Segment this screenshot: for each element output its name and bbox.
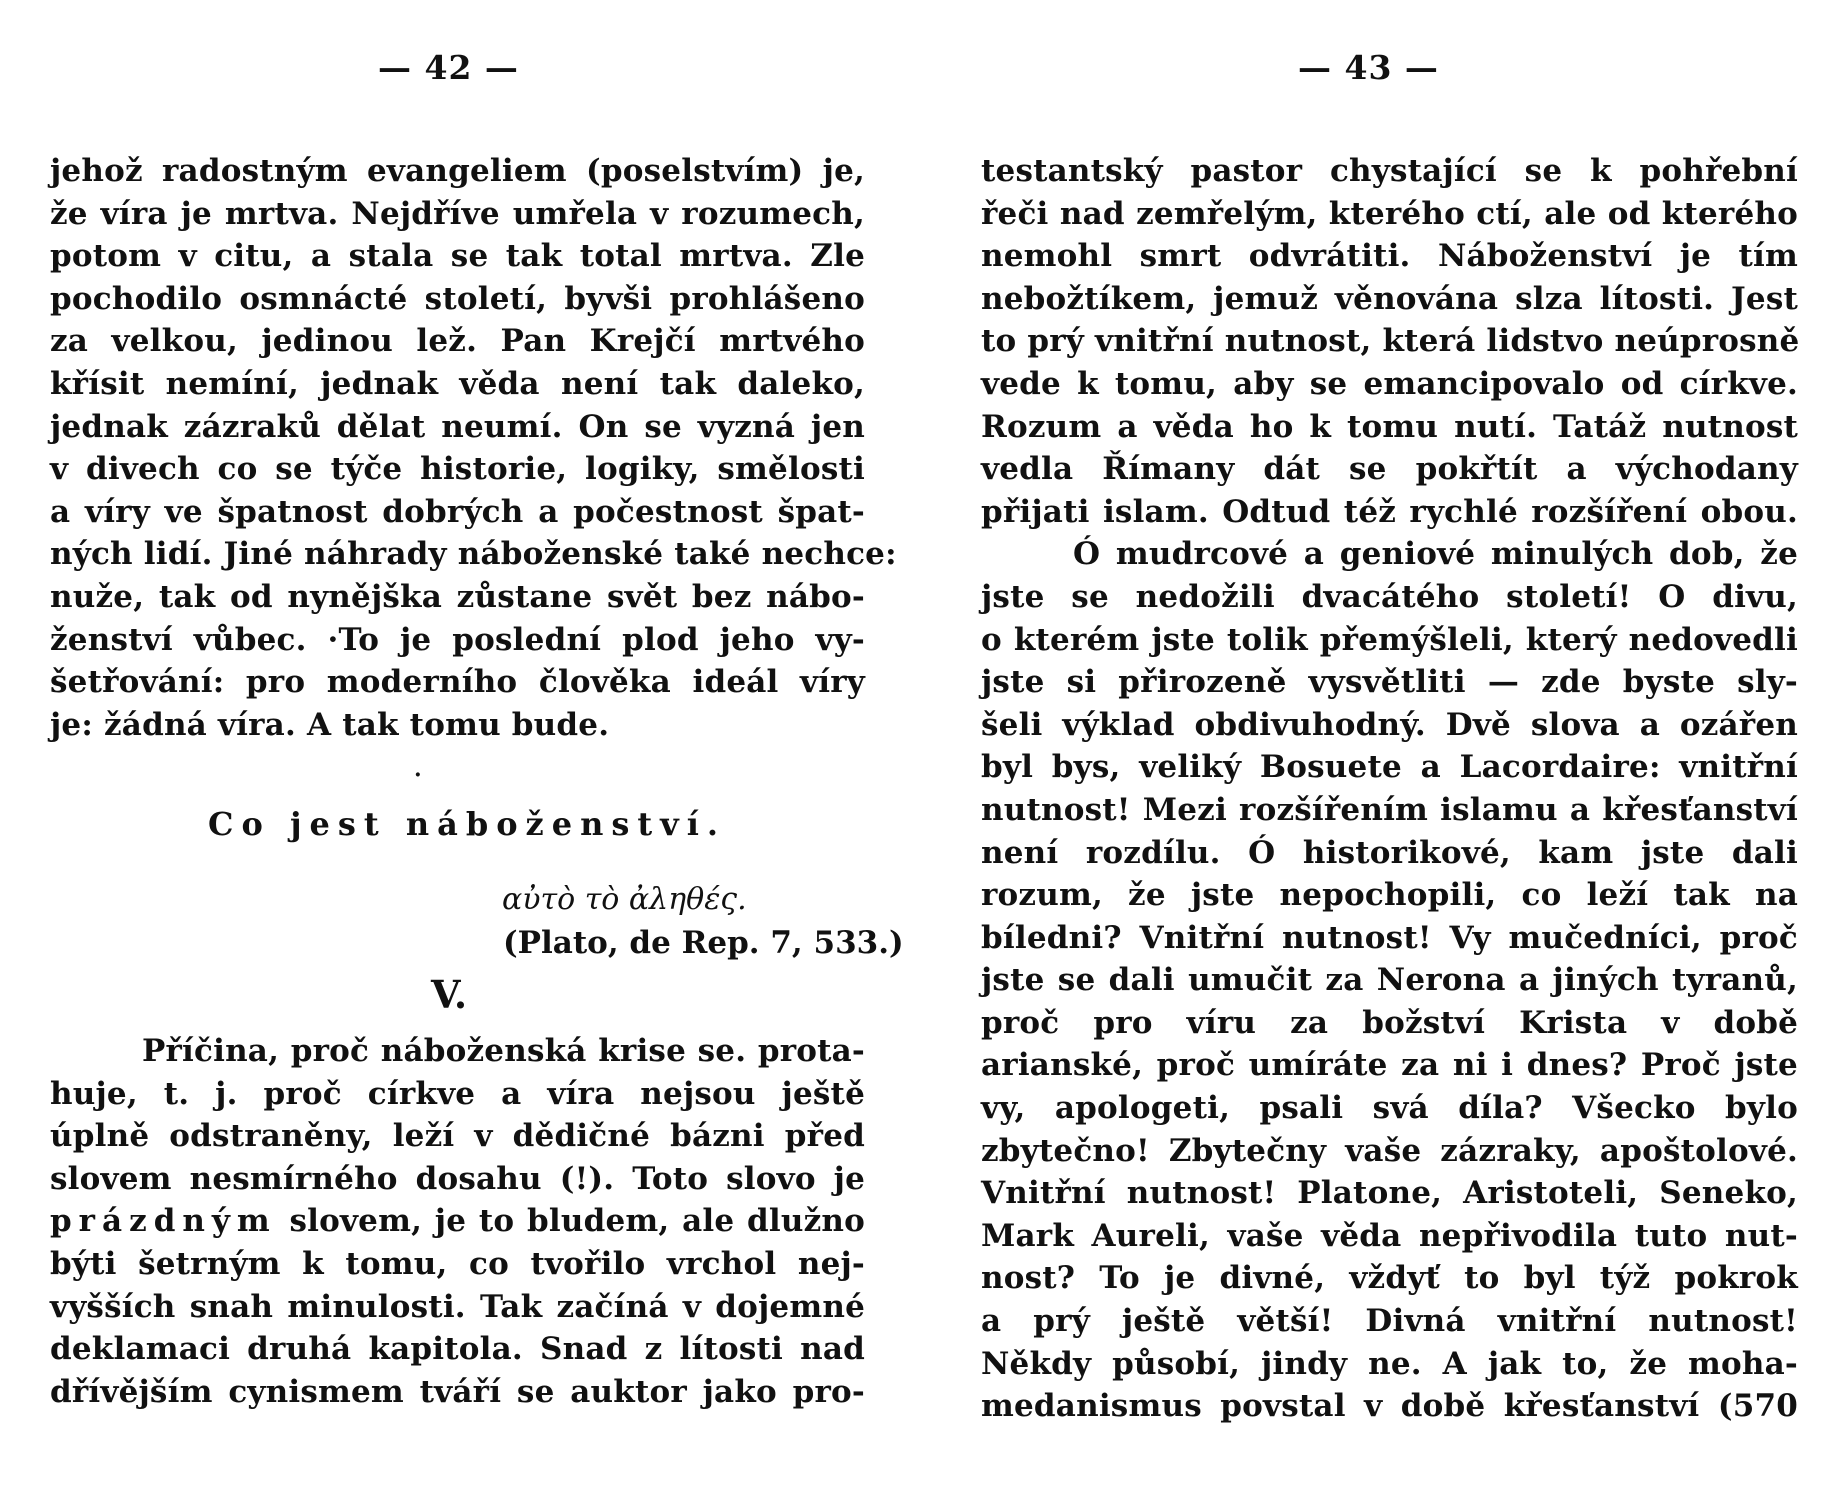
text-line: jste se dali umučit za Nerona a jiných tyranů, (981, 962, 1798, 999)
page-number-left: — 42 — (378, 48, 519, 87)
text-line: slovem nesmírného dosahu (!). Toto slovo je (50, 1160, 865, 1197)
text-line: rozum, že jste nepochopili, co leží tak na (981, 877, 1798, 914)
text-line: o kterém jste tolik přemýšleli, který nedovedli (981, 621, 1798, 658)
text-line: nuže, tak od nynějška zůstane svět bez nábo- (50, 578, 865, 615)
right-page (918, 0, 1836, 1500)
text-line: bíledni? Vnitřní nutnost! Vy mučedníci, proč (981, 919, 1798, 956)
text-line: Ó mudrcové a geniové minulých dob, že (1073, 536, 1798, 573)
text-line: dřívějším cynismem tváří se auktor jako pro- (50, 1373, 865, 1410)
motto-citation: (Plato, de Rep. 7, 533.) (503, 925, 904, 961)
text-line: řeči nad zemřelým, kterého ctí, ale od kterého (981, 195, 1798, 232)
text-line: jednak zázraků dělat neumí. On se vyzná jen (50, 408, 865, 445)
page-number-right: — 43 — (1298, 48, 1439, 87)
text-line (50, 1200, 865, 1243)
text-line: testantský pastor chystající se k pohřební (981, 153, 1798, 189)
text-line: nebožtíkem, jemuž věnována slza lítosti. Jest (981, 280, 1798, 317)
text-line: byl bys, veliký Bosuete a Lacordaire: vnitřní (981, 749, 1798, 786)
text-line: nutnost! Mezi rozšířením islamu a křesťanství (981, 791, 1798, 828)
text-line: to prý vnitřní nutnost, která lidstvo neúprosně (981, 323, 1800, 360)
text-line: a víry ve špatnost dobrých a počestnost špat- (50, 493, 865, 530)
text-line: pochodilo osmnácté století, byvši prohlášeno (50, 280, 865, 317)
text-line: nemohl smrt odvrátiti. Náboženství je tím (981, 238, 1798, 275)
text-line: deklamaci druhá kapitola. Snad z lítosti nad (50, 1331, 865, 1368)
text-line: Rozum a věda ho k tomu nutí. Tatáž nutnost (981, 408, 1798, 445)
line-rest: slovem, je to bludem, ale dlužno (276, 1203, 865, 1240)
text-line: vede k tomu, aby se emancipovalo od církve. (981, 365, 1798, 402)
text-line: vy, apologeti, psali svá díla? Všecko bylo (981, 1090, 1798, 1127)
text-line: přijati islam. Odtud též rychlé rozšíření obou. (981, 493, 1798, 530)
text-line: křísit nemíní, jednak věda není tak daleko, (50, 365, 865, 402)
text-line: jste si přirozeně vysvětliti — zde byste sly- (981, 664, 1798, 701)
text-line: nost? To je divné, vždyť to byl týž pokrok (981, 1260, 1798, 1297)
text-line: Někdy působí, jindy ne. A jak to, že moha- (981, 1345, 1798, 1382)
text-line: za velkou, jedinou lež. Pan Krejčí mrtvého (50, 323, 865, 360)
text-line: proč pro víru za božství Krista v době (981, 1004, 1798, 1041)
emphasized-word: prázdným (50, 1203, 277, 1240)
text-line: není rozdílu. Ó historikové, kam jste dali (981, 834, 1798, 871)
text-line: v divech co se týče historie, logiky, smělosti (50, 451, 865, 488)
text-line: huje, t. j. proč církve a víra nejsou ještě (50, 1075, 865, 1112)
section-title: Co jest náboženství. (208, 805, 727, 843)
text-line: šetřování: pro moderního člověka ideál víry (50, 664, 865, 701)
text-line: Příčina, proč náboženská krise se. prota- (142, 1033, 865, 1069)
text-line: jehož radostným evangeliem (poselstvím) je, (50, 153, 865, 189)
text-line: vyšších snah minulosti. Tak začíná v dojemné (50, 1288, 865, 1325)
text-line: úplně odstraněny, leží v dědičné bázni před (50, 1118, 865, 1155)
text-line: je: žádná víra. A tak tomu bude. (50, 706, 610, 743)
text-line: medanismus povstal v době křesťanství (570 (981, 1388, 1798, 1425)
right-paragraph (981, 150, 1798, 1428)
chapter-numeral: V. (431, 972, 468, 1017)
text-line: Mark Aureli, vaše věda nepřivodila tuto nut- (981, 1217, 1798, 1254)
text-line: vedla Římany dát se pokřtít a východany (981, 451, 1798, 488)
text-line: býti šetrným k tomu, co tvořilo vrchol nej- (50, 1245, 865, 1282)
text-line: Vnitřní nutnost! Platone, Aristoteli, Seneko, (981, 1175, 1798, 1212)
left-top-paragraph (50, 150, 897, 746)
text-line: ných lidí. Jiné náhrady náboženské také nechce: (50, 536, 897, 573)
text-line: zbytečno! Zbytečny vaše zázraky, apoštolové. (981, 1132, 1798, 1169)
text-line: že víra je mrtva. Nejdříve umřela v rozumech, (50, 195, 865, 232)
left-bottom-paragraph (50, 1030, 865, 1413)
text-line: arianské, proč umíráte za ni i dnes? Proč jste (981, 1047, 1798, 1084)
text-line: šeli výklad obdivuhodný. Dvě slova a ozářen (981, 706, 1798, 743)
text-line: potom v citu, a stala se tak total mrtva. Zle (50, 238, 865, 275)
motto-greek: αὐτὸ τὸ ἀληθές. (502, 882, 747, 917)
section-mark: · (414, 762, 422, 788)
text-line: jste se nedožili dvacátého století! O divu, (981, 578, 1798, 615)
text-line: ženství vůbec. ·To je poslední plod jeho vy- (50, 621, 865, 658)
text-line: a prý ještě větší! Divná vnitřní nutnost! (981, 1303, 1798, 1340)
